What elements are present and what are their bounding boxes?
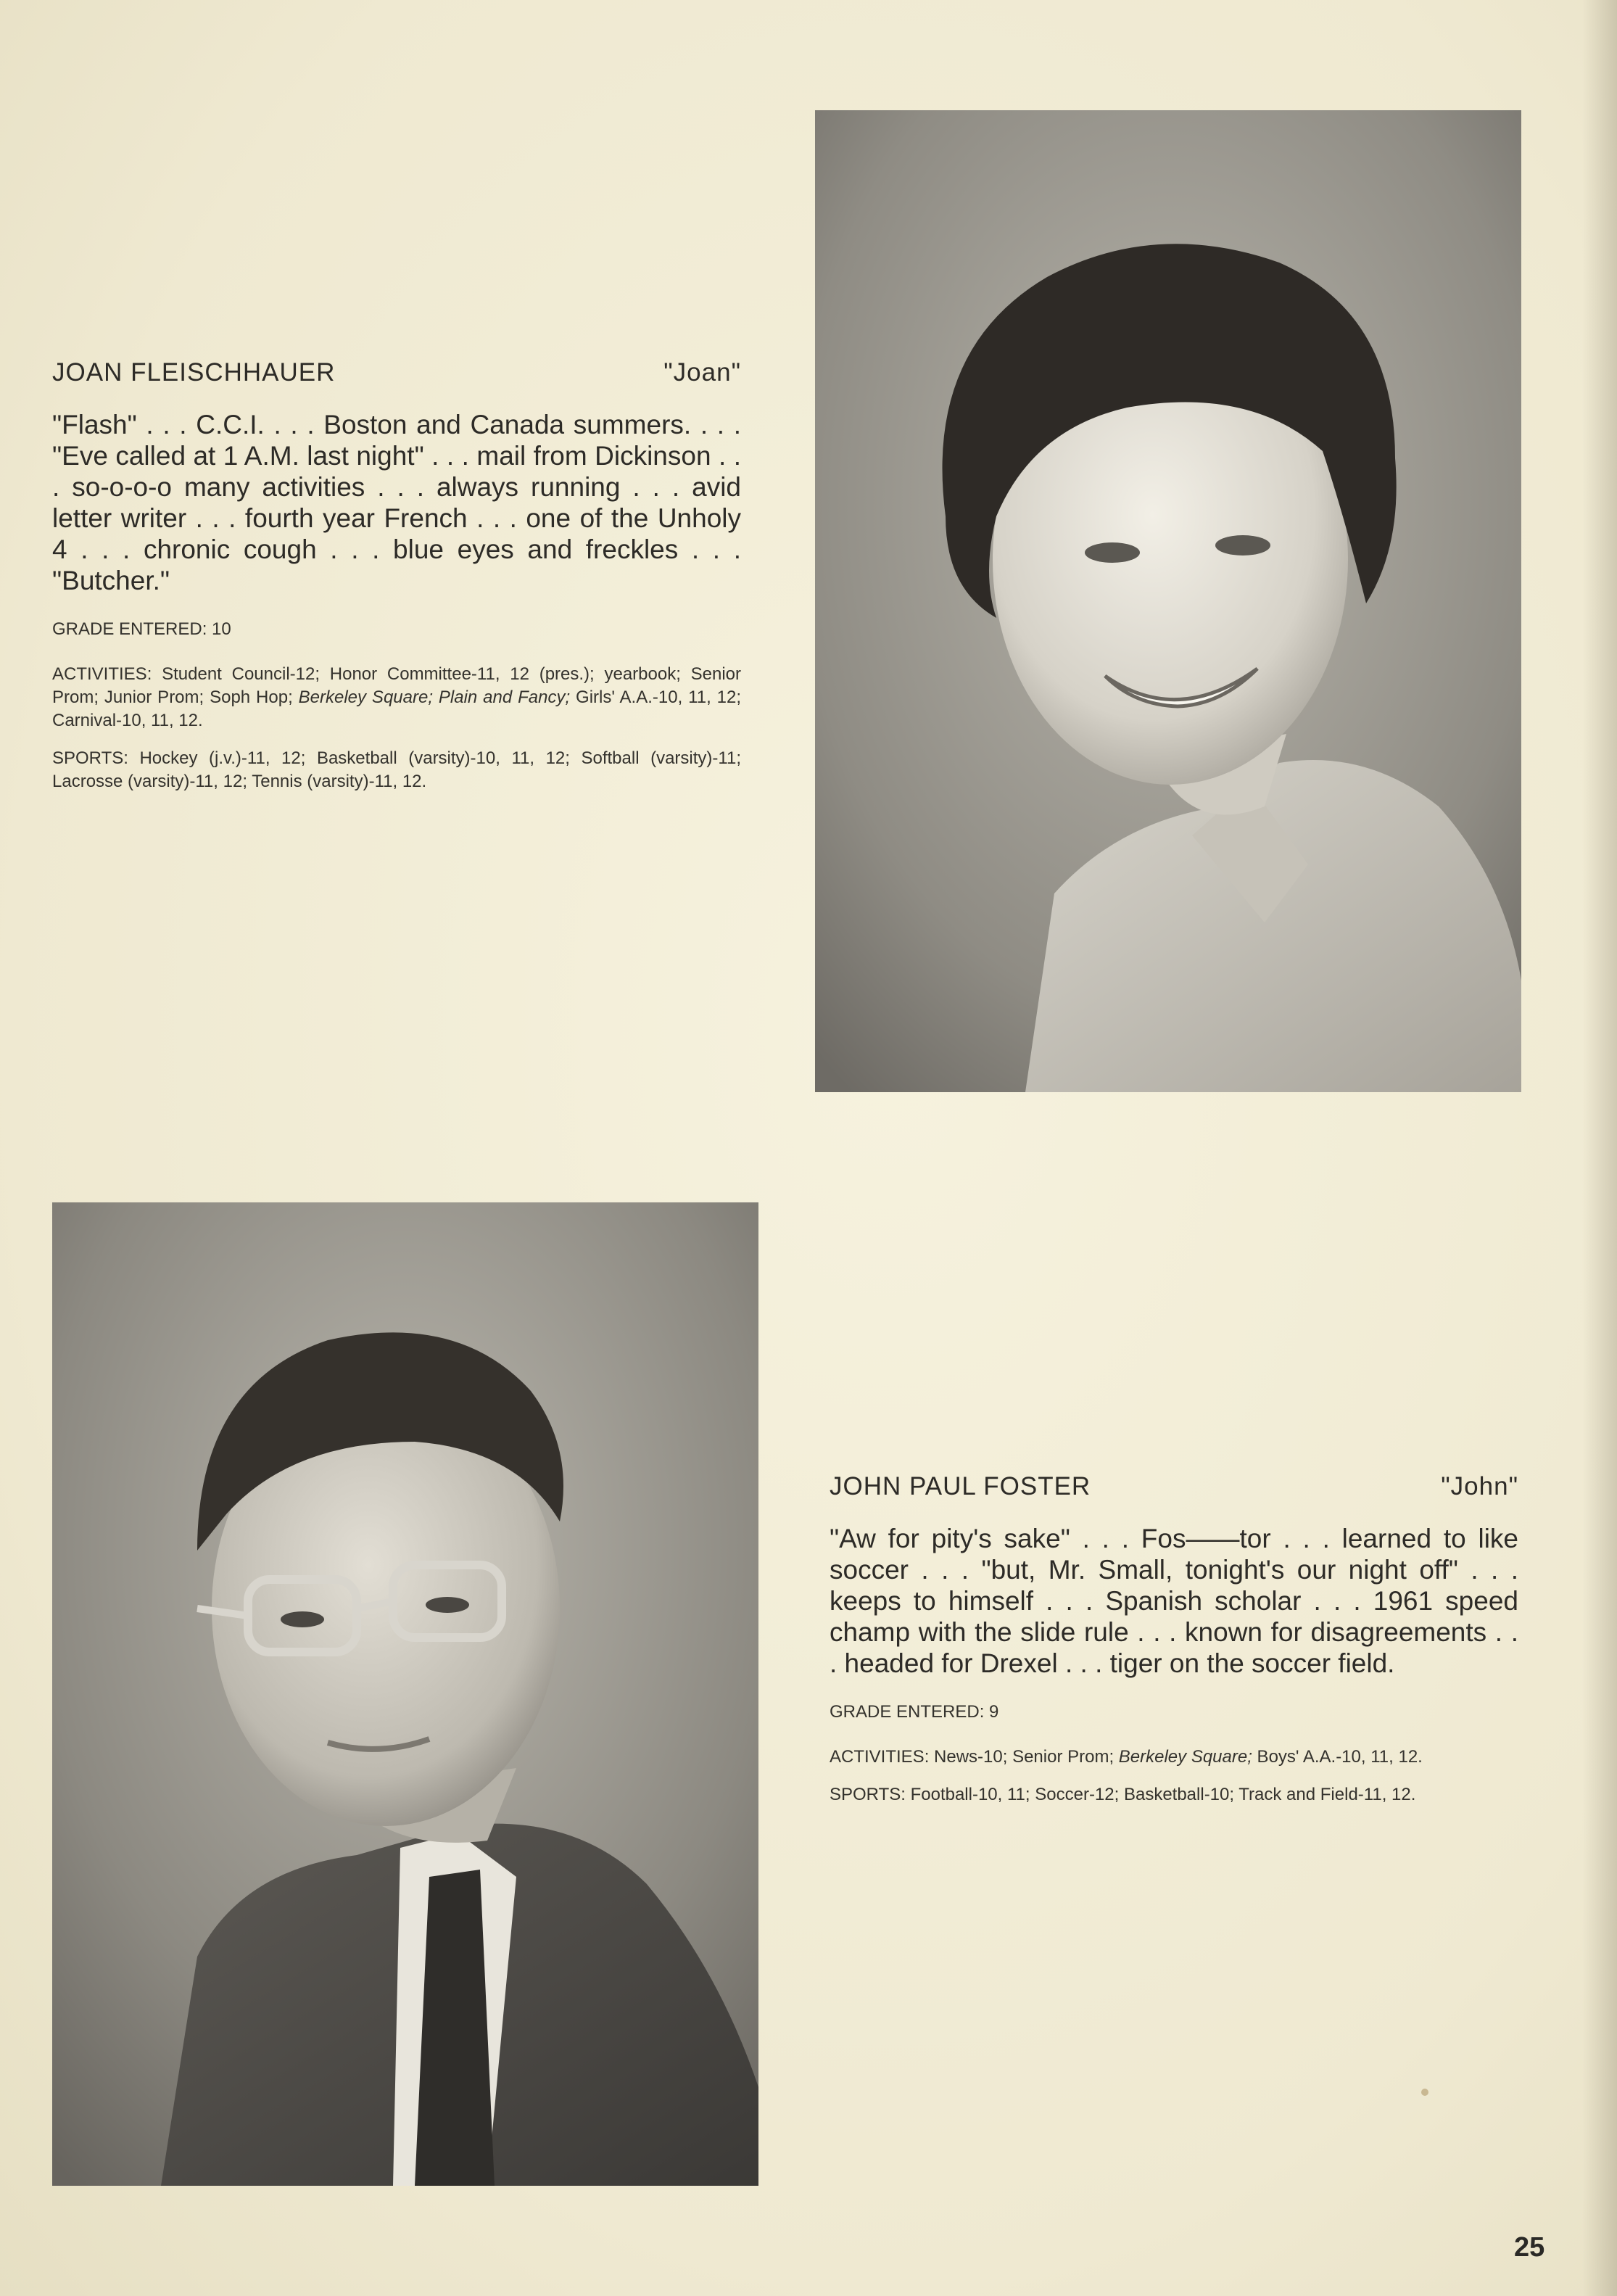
activities-text: Student Council-12; Honor Committee-11, 12 (pres.); yearbook; Senior Prom; Junior Prom; Soph Hop; [52,664,741,707]
entry-john [830,1472,1518,1821]
entry-joan [52,358,741,808]
activities-text-2: Girls' A.A.-10, 11, 12; Carnival-10, 11, 12. [52,687,742,730]
student-write-up: "Flash" . . . C.C.I. . . . Boston and Canada summers. . . . "Eve called at 1 A.M. last night" . . . mail from Dickinson . . . so-o-o-o many activities . . . always running . . . avid letter writer . . . fourth year French . . . one of the Unholy 4 . . . chronic cough . . . blue eyes and freckles . . . "Butcher." [52,410,741,595]
binding-shadow [1582,0,1617,2296]
student-write-up: "Aw for pity's sake" . . . Fos——tor . . . learned to like soccer . . . "but, Mr. Small, tonight's our night off" . . . keeps to himself . . . Spanish scholar . . . 1961 speed champ with the slide rule . . . known for disagreements . . . headed for Drexel . . . tiger on the soccer field. [830,1524,1518,1678]
portrait-photo-joan [815,110,1521,1092]
page-number: 25 [1514,2232,1545,2263]
portrait-photo-john [52,1202,758,2186]
student-name: JOAN FLEISCHHAUER [52,358,336,387]
activities-label: ACTIVITIES: [830,1747,930,1767]
sports: SPORTS: Football-10, 11; Soccer-12; Basketball-10; Track and Field-11, 12. [830,1785,1416,1804]
name-line [830,1472,1518,1501]
grade-entered: GRADE ENTERED: 10 [52,619,231,639]
activities-text-2: Boys' A.A.-10, 11, 12. [1252,1747,1423,1767]
grade-entered: GRADE ENTERED: 9 [830,1702,999,1722]
activities [830,1746,1518,1769]
activities-italic: Berkeley Square; [1118,1747,1252,1767]
name-line [52,358,741,387]
sports: SPORTS: Hockey (j.v.)-11, 12; Basketball (varsity)-10, 11, 12; Softball (varsity)-11; Lacrosse (varsity)-11, 12; Tennis (varsity)-11, 12. [52,748,741,791]
student-nickname: "Joan" [663,358,741,387]
activities-label: ACTIVITIES: [52,664,152,684]
print-mark [1421,2089,1428,2096]
activities [52,663,741,732]
student-name: JOHN PAUL FOSTER [830,1472,1091,1500]
activities-italic: Berkeley Square; Plain and Fancy; [298,687,571,707]
activities-text: News-10; Senior Prom; [929,1747,1119,1767]
student-nickname: "John" [1441,1472,1518,1500]
